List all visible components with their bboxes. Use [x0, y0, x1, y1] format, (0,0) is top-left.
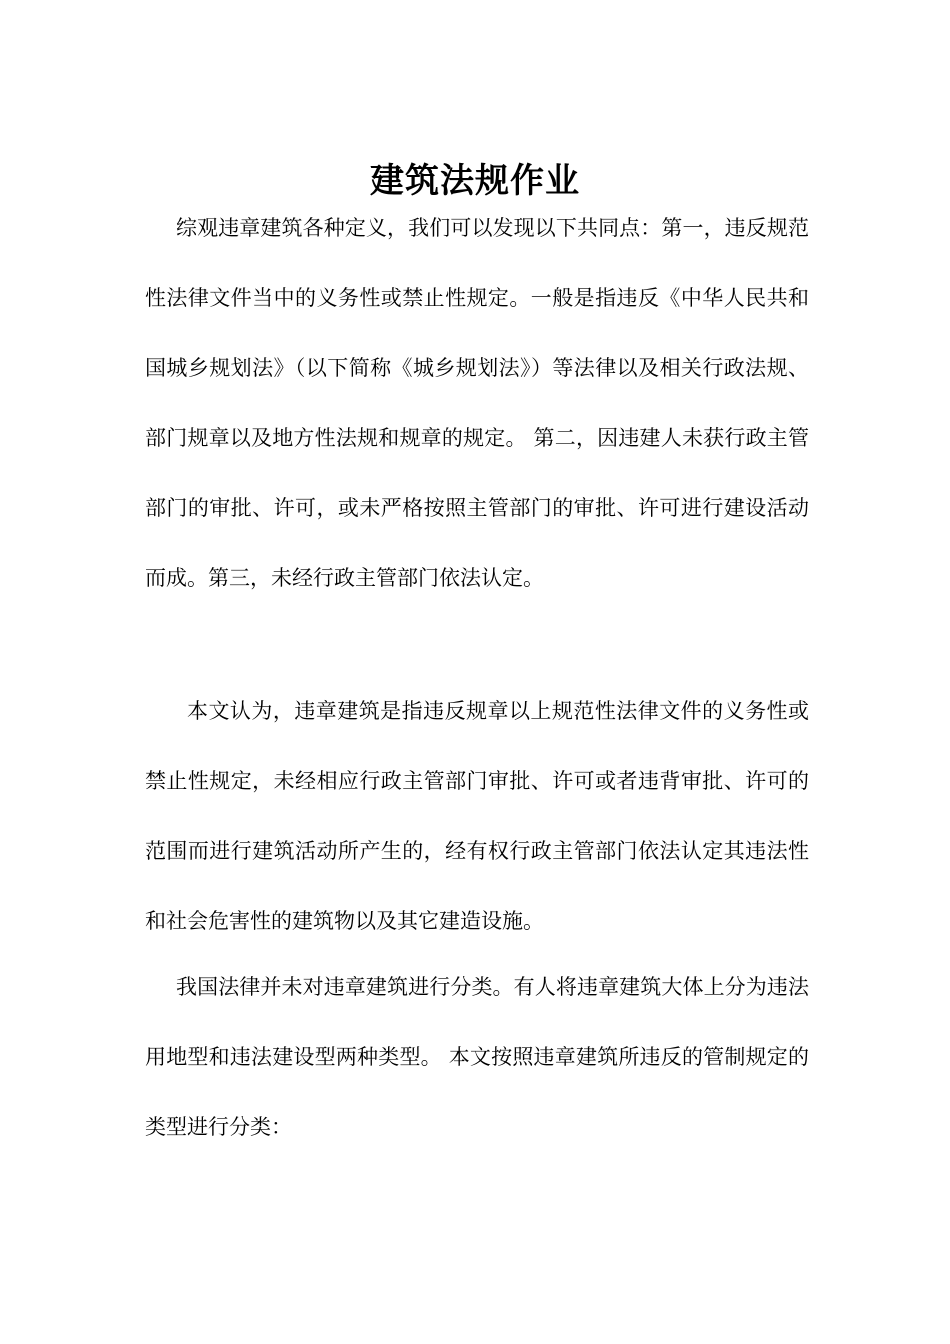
paragraph-classification: 我国法律并未对违章建筑进行分类。有人将违章建筑大体上分为违法用地型和违法建设型两种类型。 本文按照违章建筑所违反的管制规定的类型进行分类： — [145, 975, 809, 1139]
paragraph-common-features: 综观违章建筑各种定义，我们可以发现以下共同点：第一，违反规范性法律文件当中的义务性或禁止性规定。一般是指违反《中华人民共和国城乡规划法》（以下简称《城乡规划法》）等法律以及相关行政法规、部门规章以及地方性法规和规章的规定。 第二，因违建人未获行政主管部门的审批、许可，或未严格按照主管部门的审批、许可进行建设活动而成。第三，未经行政主管部门依法认定。 — [145, 216, 809, 590]
document-title: 建筑法规作业 — [370, 160, 580, 201]
paragraph-definition: 本文认为，违章建筑是指违反规章以上规范性法律文件的义务性或禁止性规定，未经相应行政主管部门审批、许可或者违背审批、许可的范围而进行建筑活动所产生的，经有权行政主管部门依法认定其违法性和社会危害性的建筑物以及其它建造设施。 — [145, 699, 809, 933]
